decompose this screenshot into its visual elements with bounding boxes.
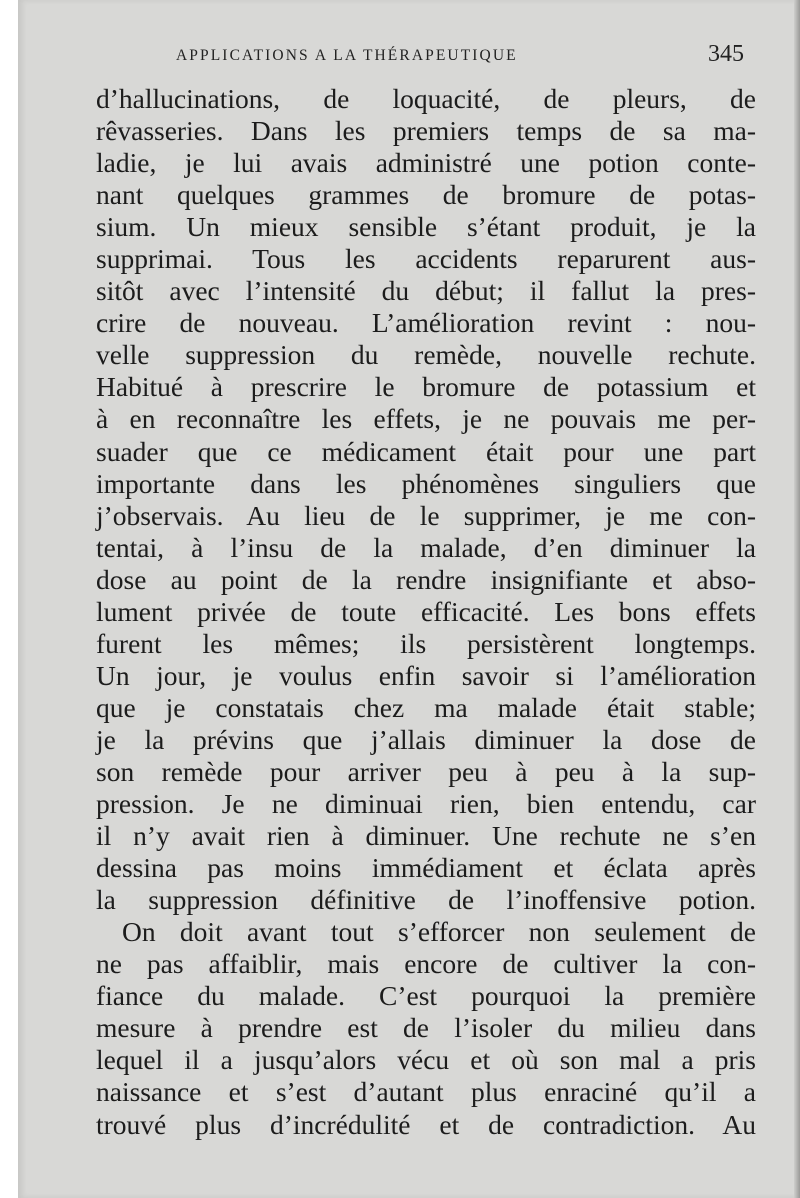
- running-head: [176, 41, 746, 69]
- text-line: ladie, je lui avais administré une potion conte-: [96, 147, 756, 179]
- text-line: nant quelques grammes de bromure de potas-: [96, 179, 756, 211]
- text-line: pression. Je ne diminuai rien, bien entendu, car: [96, 788, 756, 820]
- text-line: suader que ce médicament était pour une part: [96, 435, 756, 467]
- text-line: rêvasseries. Dans les premiers temps de sa ma-: [96, 115, 756, 147]
- text-line: Un jour, je voulus enfin savoir si l’amélioration: [96, 659, 756, 691]
- text-line: Habitué à prescrire le bromure de potassium et: [96, 371, 756, 403]
- text-line: mesure à prendre est de l’isoler du milieu dans: [96, 1012, 756, 1044]
- text-line: dose au point de la rendre insignifiante et abso-: [96, 563, 756, 595]
- text-line: crire de nouveau. L’amélioration revint : nou-: [96, 307, 756, 339]
- text-line: velle suppression du remède, nouvelle rechute.: [96, 339, 756, 371]
- page-number: 345: [708, 41, 744, 67]
- running-head-title: APPLICATIONS A LA THÉRAPEUTIQUE: [176, 47, 518, 64]
- text-line: importante dans les phénomènes singuliers que: [96, 467, 756, 499]
- text-line: sitôt avec l’intensité du début; il fallut la pres-: [96, 275, 756, 307]
- text-line: On doit avant tout s’efforcer non seulement de: [122, 916, 756, 948]
- text-line: j’observais. Au lieu de le supprimer, je me con-: [96, 499, 756, 531]
- text-line: dessina pas moins immédiament et éclata après: [96, 852, 756, 884]
- text-line: ne pas affaiblir, mais encore de cultiver la con-: [96, 948, 756, 980]
- text-line: lument privée de toute efficacité. Les bons effets: [96, 595, 756, 627]
- text-line: naissance et s’est d’autant plus enraciné qu’il a: [96, 1076, 756, 1108]
- text-line: la suppression définitive de l’inoffensive potion.: [96, 884, 756, 916]
- text-line: trouvé plus d’incrédulité et de contradiction. Au: [96, 1108, 756, 1140]
- text-line: sium. Un mieux sensible s’étant produit, je la: [96, 211, 756, 243]
- body-text: [96, 83, 756, 1141]
- text-line: furent les mêmes; ils persistèrent longtemps.: [96, 627, 756, 659]
- text-line: il n’y avait rien à diminuer. Une rechute ne s’en: [96, 820, 756, 852]
- text-line: je la prévins que j’allais diminuer la dose de: [96, 723, 756, 755]
- text-line: supprimai. Tous les accidents reparurent aus-: [96, 243, 756, 275]
- text-line: d’hallucinations, de loquacité, de pleurs, de: [96, 83, 756, 114]
- text-line: que je constatais chez ma malade était stable;: [96, 691, 756, 723]
- text-line: son remède pour arriver peu à peu à la sup-: [96, 755, 756, 787]
- text-line: à en reconnaître les effets, je ne pouvais me per-: [96, 403, 756, 435]
- text-line: fiance du malade. C’est pourquoi la première: [96, 980, 756, 1012]
- book-page: [18, 0, 800, 1198]
- text-line: tentai, à l’insu de la malade, d’en diminuer la: [96, 531, 756, 563]
- text-line: lequel il a jusqu’alors vécu et où son mal a pris: [96, 1044, 756, 1076]
